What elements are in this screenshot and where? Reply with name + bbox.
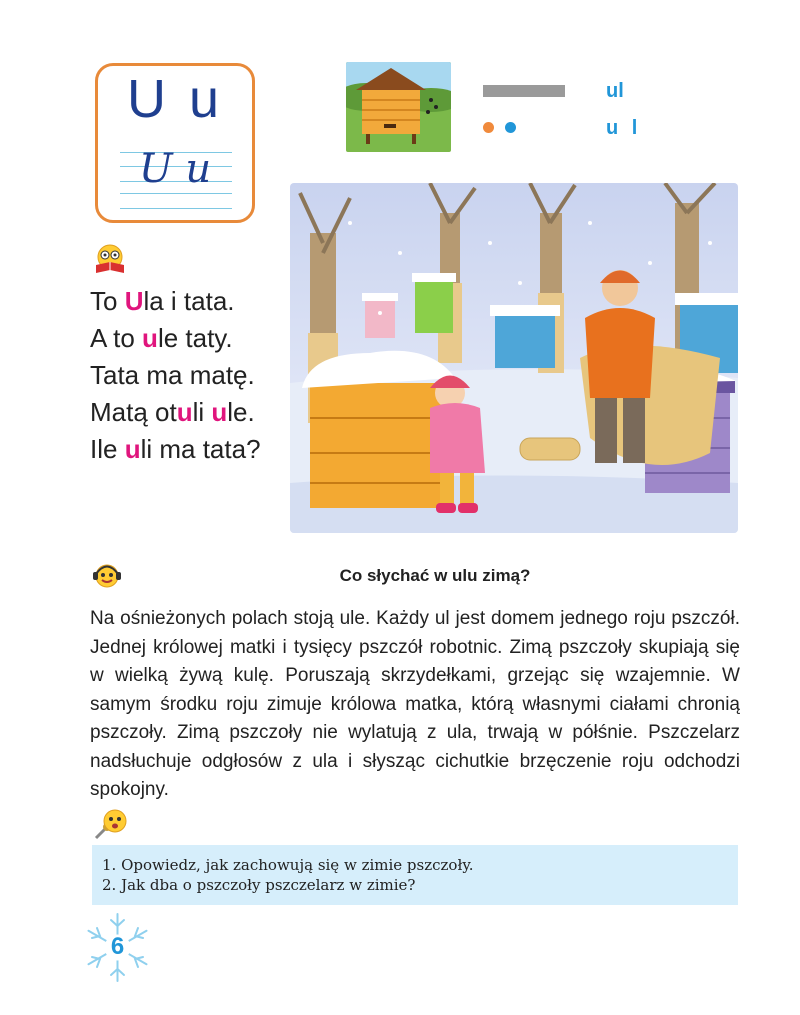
winter-apiary-illustration	[290, 183, 738, 533]
cursive-letters: U u	[138, 146, 212, 192]
vowel-dot	[483, 122, 494, 133]
page-number: 6	[110, 933, 125, 960]
poem-line: A to ule taty.	[90, 323, 233, 353]
question-item: 1. Opowiedz, jak zachowują się w zimie pszczoły.	[102, 856, 474, 874]
poem-line: Ile uli ma tata?	[90, 434, 261, 464]
poem-line: Tata ma matę.	[90, 360, 255, 390]
singing-emoji-icon	[92, 808, 128, 840]
consonant-dot	[505, 122, 516, 133]
guide-line	[120, 208, 232, 209]
word-scheme-bar	[483, 85, 565, 97]
story-paragraph: Na ośnieżonych polach stoją ule. Każdy ul jest domem jednego roju pszczół. Jednej królowej matki i tysięcy pszczół robotnic. Zimą pszczoły skupiają się w wielką żywą kulę. Poruszają skrzydełkami, grzejąc się wzajemnie. W samym środku roju zimuje królowa matka, którą własnymi ciałami chronią pszczoły. Zimą pszczoły nie wylatują z ula, trwają w półśnie. Pszczelarz nadsłuchuje odgłosów z ula i słysząc cichutkie brzęczenie roju odchodzi spokojny.	[90, 608, 740, 800]
question-item: 2. Jak dba o pszczoły pszczelarz w zimie?	[102, 876, 416, 894]
poem-line: To Ula i tata.	[90, 286, 235, 316]
poem-line: Matą otuli ule.	[90, 397, 255, 427]
letter-card	[95, 63, 255, 223]
print-letters: U u	[126, 69, 224, 129]
poem	[90, 283, 261, 468]
beehive-picture	[346, 62, 451, 152]
word-ul: ul	[606, 80, 624, 102]
story-title: Co słychać w ulu zimą?	[339, 566, 531, 585]
word-ul-split: u l	[606, 117, 642, 139]
reading-emoji-icon	[92, 243, 128, 275]
guide-line	[120, 193, 232, 194]
questions-box	[92, 845, 738, 905]
